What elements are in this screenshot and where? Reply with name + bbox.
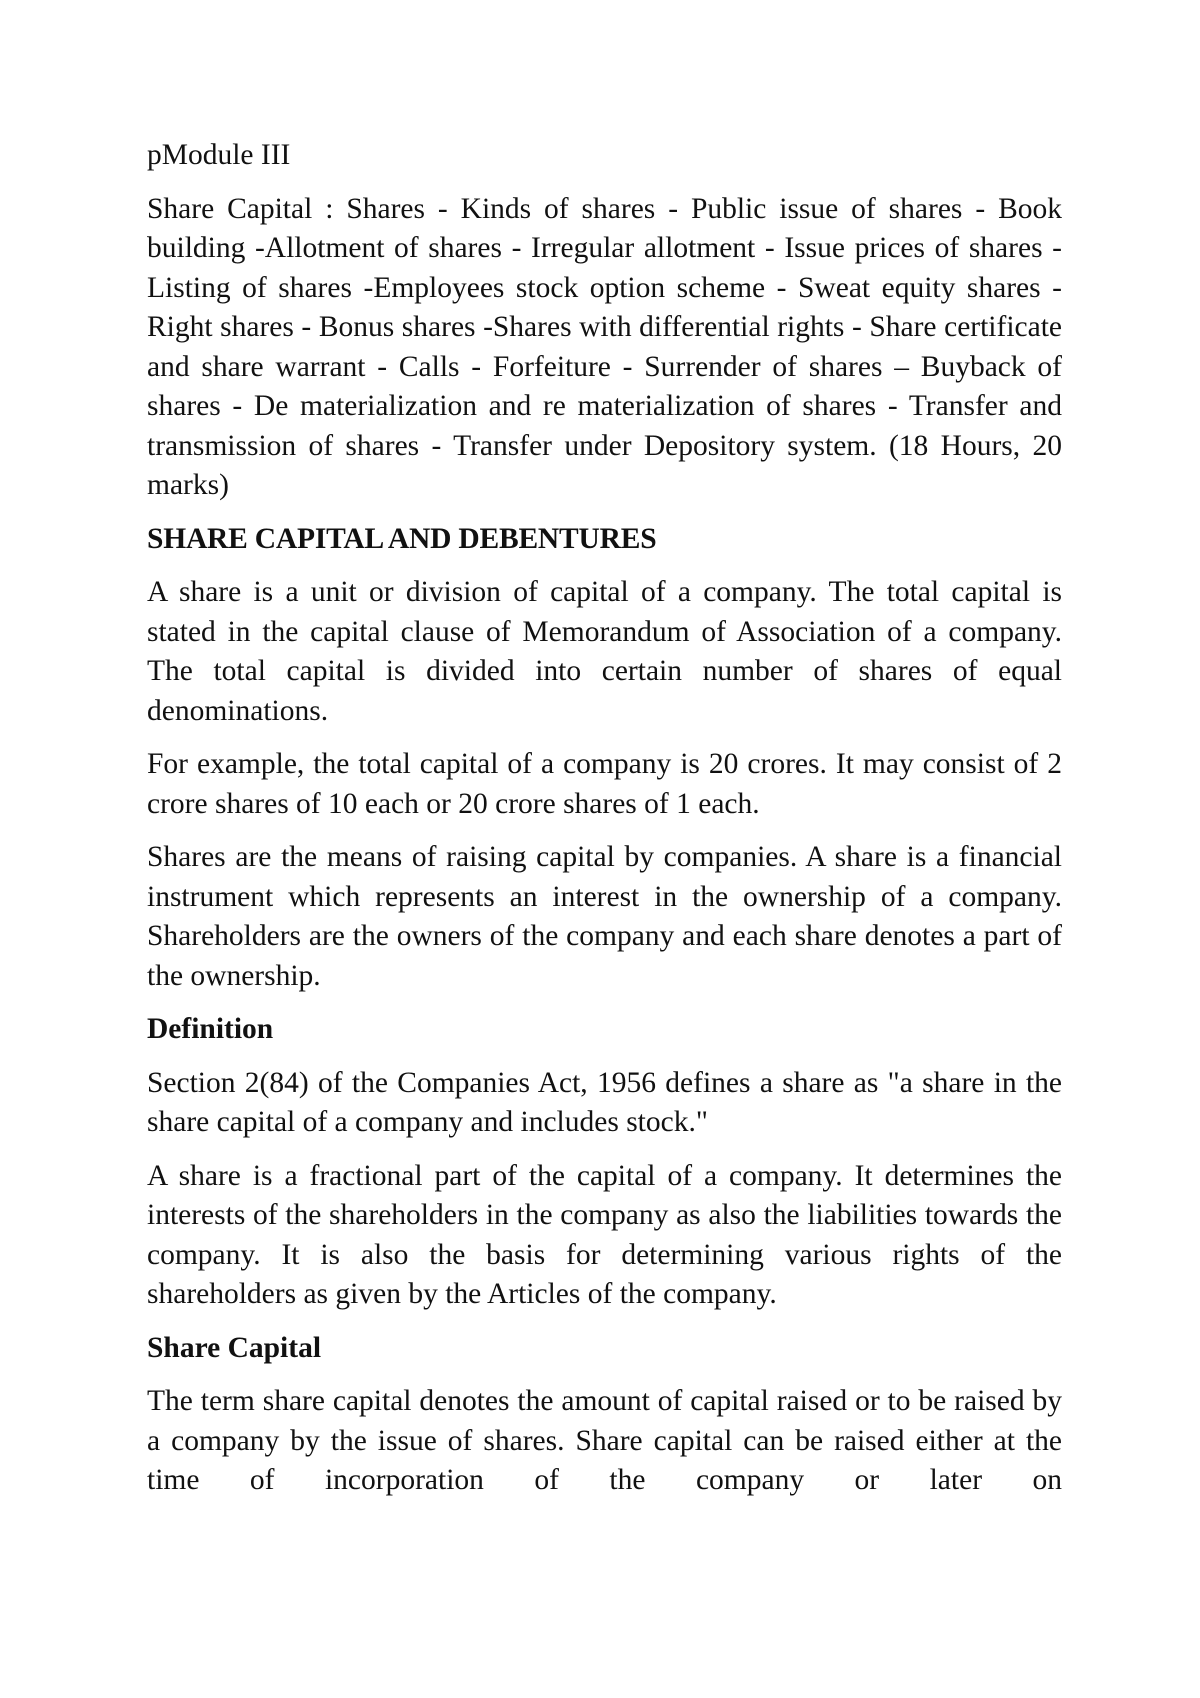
intro-paragraph-3: Shares are the means of raising capital by companies. A share is a financial instrument which represents an interest in the ownership of a company. Shareholders are the owners of the company and each share denotes a part of the ownership. [147, 841, 1062, 992]
definition-heading: Definition [147, 1013, 274, 1045]
share-capital-paragraph: The term share capital denotes the amount of capital raised or to be raised by a company by the issue of shares. Share capital can be raised either at the time of incorporation of the company or later on [147, 1385, 1062, 1496]
intro-paragraph-1: A share is a unit or division of capital of a company. The total capital is stated in the capital clause of Memorandum of Association of a company. The total capital is divided into certain number of shares of equal denominations. [147, 576, 1062, 727]
main-heading: SHARE CAPITAL AND DEBENTURES [147, 522, 657, 555]
intro-paragraph-2: For example, the total capital of a company is 20 crores. It may consist of 2 crore shares of 10 each or 20 crore shares of 1 each. [147, 748, 1062, 820]
definition-paragraph-1: Section 2(84) of the Companies Act, 1956 defines a share as "a share in the share capital of a company and includes stock." [147, 1066, 1062, 1138]
document-page [147, 136, 1062, 1515]
syllabus-paragraph: Share Capital : Shares - Kinds of shares - Public issue of shares - Book building -Allotment of shares - Irregular allotment - Issue prices of shares - Listing of shares -Employees stock option scheme - Sweat equity shares - Right shares - Bonus shares -Shares with differential rights - Share certificate and share warrant - Calls - Forfeiture - Surrender of shares – Buyback of shares - De materialization and re materialization of shares - Transfer and transmission of shares - Transfer under Depository system. (18 Hours, 20 marks) [147, 192, 1062, 501]
share-capital-heading: Share Capital [147, 1331, 322, 1364]
definition-paragraph-2: A share is a fractional part of the capital of a company. It determines the interests of the shareholders in the company as also the liabilities towards the company. It is also the basis for determining various rights of the shareholders as given by the Articles of the company. [147, 1159, 1062, 1310]
module-title: pModule III [147, 139, 291, 171]
